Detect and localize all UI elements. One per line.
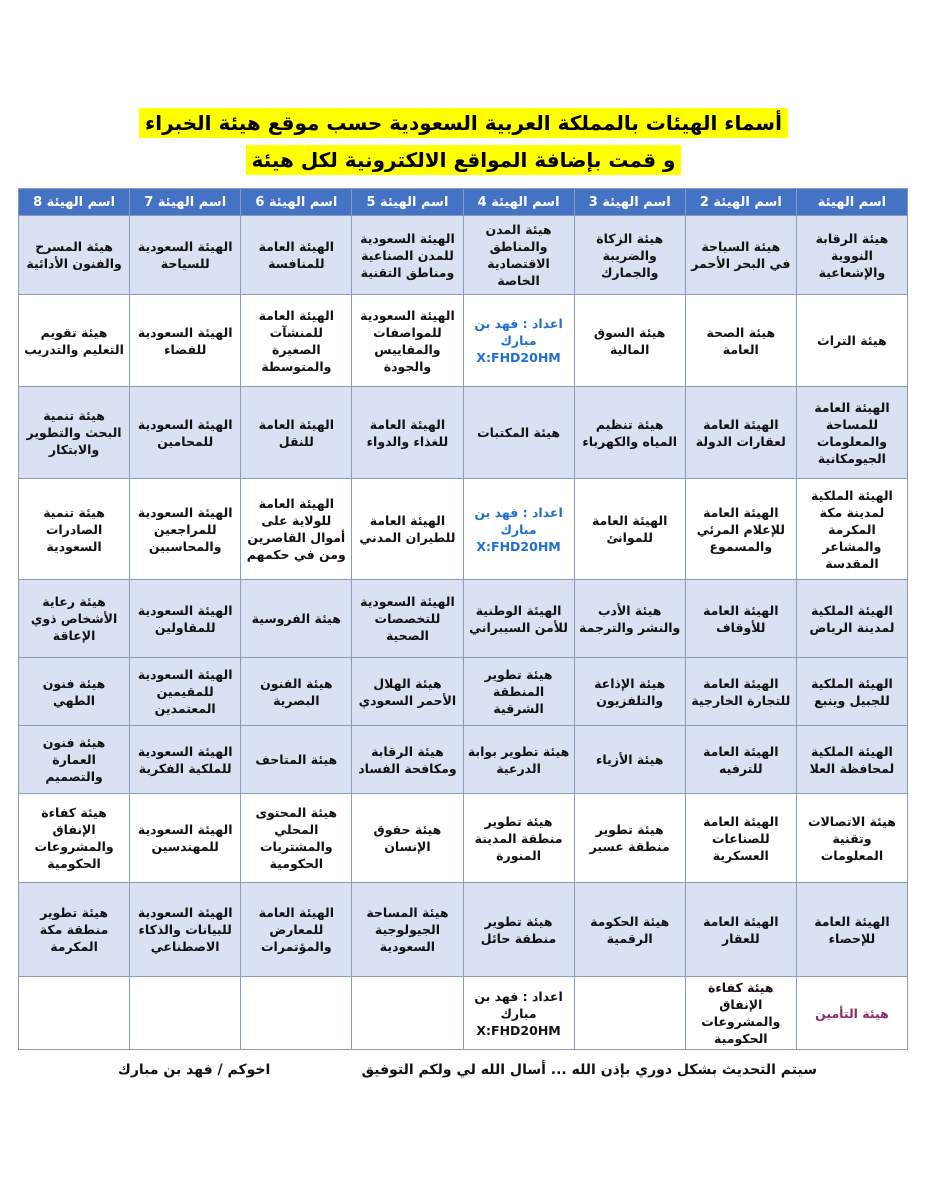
footer-signature: اخوكم / فهد بن مبارك	[118, 1062, 271, 1078]
table-cell	[352, 977, 463, 1050]
table-row	[19, 794, 908, 883]
table-cell: هيئة تطوير منطقة مكة المكرمة	[19, 883, 130, 977]
authorities-table	[18, 188, 908, 1050]
table-cell: الهيئة العامة للترفيه	[685, 726, 796, 794]
table-cell: الهيئة العامة لعقارات الدولة	[685, 387, 796, 479]
page-subtitle: و قمت بإضافة المواقع الالكترونية لكل هيئة	[246, 145, 682, 175]
table-cell: هيئة المدن والمناطق الاقتصادية الخاصة	[463, 216, 574, 295]
table-cell: الهيئة العامة للصناعات العسكرية	[685, 794, 796, 883]
table-cell: هيئة المحتوى المحلي والمشتريات الحكومية	[241, 794, 352, 883]
credit-handle: X:FHD20HM	[476, 538, 561, 554]
table-cell: هيئة السياحة في البحر الأحمر	[685, 216, 796, 295]
table-cell: هيئة فنون العمارة والتصميم	[19, 726, 130, 794]
table-cell: هيئة الأدب والنشر والترجمة	[574, 580, 685, 658]
table-cell: الهيئة السعودية للفضاء	[130, 295, 241, 387]
column-header: اسم الهيئة 3	[574, 189, 685, 216]
table-cell: الهيئة السعودية للبيانات والذكاء الاصطناعي	[130, 883, 241, 977]
credit-text	[468, 989, 570, 1039]
table-cell: الهيئة العامة للنقل	[241, 387, 352, 479]
table-cell: الهيئة العامة للموانئ	[574, 479, 685, 580]
credit-handle: X:FHD20HM	[476, 1022, 561, 1038]
table-row	[19, 726, 908, 794]
table-cell: هيئة الإذاعة والتلفزيون	[574, 658, 685, 726]
table-row	[19, 295, 908, 387]
table-cell: الهيئة السعودية للمراجعين والمحاسبين	[130, 479, 241, 580]
title-line-2-wrap	[0, 145, 927, 175]
title-line-1-wrap	[0, 108, 927, 138]
table-cell: هيئة تنمية البحث والتطوير والابتكار	[19, 387, 130, 479]
table-cell: هيئة المتاحف	[241, 726, 352, 794]
column-header: اسم الهيئة 8	[19, 189, 130, 216]
table-cell: الهيئة السعودية للمدن الصناعية ومناطق التقنية	[352, 216, 463, 295]
table-cell: هيئة تطوير المنطقة الشرقية	[463, 658, 574, 726]
table-cell: هيئة المساحة الجيولوجية السعودية	[352, 883, 463, 977]
table-cell: الهيئة السعودية للمواصفات والمقاييس والجودة	[352, 295, 463, 387]
table-cell: الهيئة السعودية للمهندسين	[130, 794, 241, 883]
column-header: اسم الهيئة 2	[685, 189, 796, 216]
table-cell: الهيئة الوطنية للأمن السيبراني	[463, 580, 574, 658]
credit-name: اعداد : فهد بن مبارك	[474, 316, 563, 348]
table-cell	[19, 977, 130, 1050]
table-row	[19, 387, 908, 479]
table-cell: الهيئة العامة للمنشآت الصغيرة والمتوسطة	[241, 295, 352, 387]
credit-text	[468, 505, 570, 555]
table-cell: هيئة الحكومة الرقمية	[574, 883, 685, 977]
table-row	[19, 658, 908, 726]
column-header: اسم الهيئة	[796, 189, 907, 216]
table-cell: الهيئة الملكية لمدينة الرياض	[796, 580, 907, 658]
table-cell: الهيئة العامة للغذاء والدواء	[352, 387, 463, 479]
table-cell: الهيئة العامة للأوقاف	[685, 580, 796, 658]
table-cell: الهيئة السعودية للمقاولين	[130, 580, 241, 658]
table-cell	[241, 977, 352, 1050]
table-cell: هيئة الفروسية	[241, 580, 352, 658]
credit-cell	[463, 977, 574, 1050]
table-cell: الهيئة العامة للتجارة الخارجية	[685, 658, 796, 726]
credit-cell	[463, 479, 574, 580]
table-cell: الهيئة السعودية للملكية الفكرية	[130, 726, 241, 794]
table-cell: هيئة الزكاة والضريبة والجمارك	[574, 216, 685, 295]
credit-text	[468, 316, 570, 366]
table-cell: الهيئة الملكية لمدينة مكة المكرمة والمشاعر المقدسة	[796, 479, 907, 580]
table-cell: الهيئة العامة للمنافسة	[241, 216, 352, 295]
table-cell: هيئة المسرح والفنون الأدائية	[19, 216, 130, 295]
table-cell: هيئة التراث	[796, 295, 907, 387]
table-cell: هيئة تطوير منطقة عسير	[574, 794, 685, 883]
table-cell: هيئة فنون الطهي	[19, 658, 130, 726]
table-cell: هيئة السوق المالية	[574, 295, 685, 387]
table-cell: الهيئة العامة للمساحة والمعلومات الجيومكانية	[796, 387, 907, 479]
page-title: أسماء الهيئات بالمملكة العربية السعودية حسب موقع هيئة الخبراء	[139, 108, 788, 138]
table-cell: هيئة الاتصالات وتقنية المعلومات	[796, 794, 907, 883]
table-row	[19, 977, 908, 1050]
table-cell: هيئة رعاية الأشخاص ذوي الإعاقة	[19, 580, 130, 658]
table-cell: هيئة تطوير بوابة الدرعية	[463, 726, 574, 794]
column-header: اسم الهيئة 7	[130, 189, 241, 216]
table-cell: هيئة تطوير منطقة حائل	[463, 883, 574, 977]
credit-name: اعداد : فهد بن مبارك	[474, 504, 563, 537]
table-cell: هيئة المكتبات	[463, 387, 574, 479]
table-cell: الهيئة السعودية للمقيمين المعتمدين	[130, 658, 241, 726]
table-cell: هيئة الرقابة ومكافحة الفساد	[352, 726, 463, 794]
credit-handle: X:FHD20HM	[476, 350, 561, 365]
table-cell: الهيئة العامة للإعلام المرئي والمسموع	[685, 479, 796, 580]
table-cell: الهيئة العامة للعقار	[685, 883, 796, 977]
table-cell: الهيئة الملكية للجبيل وينبع	[796, 658, 907, 726]
table-header-row	[19, 189, 908, 216]
table-cell	[574, 977, 685, 1050]
table-cell: هيئة كفاءة الإنفاق والمشروعات الحكومية	[19, 794, 130, 883]
footer-update-note: سيتم التحديث بشكل دوري بإذن الله ... أسال الله لي ولكم التوفيق	[361, 1062, 817, 1078]
table-row	[19, 479, 908, 580]
table-cell: هيئة تنمية الصادرات السعودية	[19, 479, 130, 580]
table-cell: هيئة الصحة العامة	[685, 295, 796, 387]
table-cell: هيئة حقوق الإنسان	[352, 794, 463, 883]
table-cell: الهيئة العامة للإحصاء	[796, 883, 907, 977]
table-cell: هيئة الأزياء	[574, 726, 685, 794]
table-row	[19, 883, 908, 977]
table-cell: الهيئة السعودية للسياحة	[130, 216, 241, 295]
table-cell-insurance: هيئة التأمين	[796, 977, 907, 1050]
table-cell: الهيئة العامة للولاية على أموال القاصرين ومن في حكمهم	[241, 479, 352, 580]
table-cell: هيئة تطوير منطقة المدينة المنورة	[463, 794, 574, 883]
credit-cell	[463, 295, 574, 387]
table-cell: الهيئة الملكية لمحافظة العلا	[796, 726, 907, 794]
credit-name: اعداد : فهد بن مبارك	[474, 988, 563, 1021]
table-cell: هيئة تقويم التعليم والتدريب	[19, 295, 130, 387]
table-cell: هيئة كفاءة الإنفاق والمشروعات الحكومية	[685, 977, 796, 1050]
table-cell: الهيئة السعودية للتخصصات الصحية	[352, 580, 463, 658]
table-cell: هيئة الرقابة النووية والإشعاعية	[796, 216, 907, 295]
table-cell: هيئة الهلال الأحمر السعودي	[352, 658, 463, 726]
table-cell: الهيئة السعودية للمحامين	[130, 387, 241, 479]
table-row	[19, 580, 908, 658]
table-row	[19, 216, 908, 295]
column-header: اسم الهيئة 6	[241, 189, 352, 216]
table-cell: هيئة تنظيم المياه والكهرباء	[574, 387, 685, 479]
column-header: اسم الهيئة 5	[352, 189, 463, 216]
table-cell: الهيئة العامة للطيران المدني	[352, 479, 463, 580]
column-header: اسم الهيئة 4	[463, 189, 574, 216]
table-cell: الهيئة العامة للمعارض والمؤتمرات	[241, 883, 352, 977]
table-cell	[130, 977, 241, 1050]
table-cell: هيئة الفنون البصرية	[241, 658, 352, 726]
